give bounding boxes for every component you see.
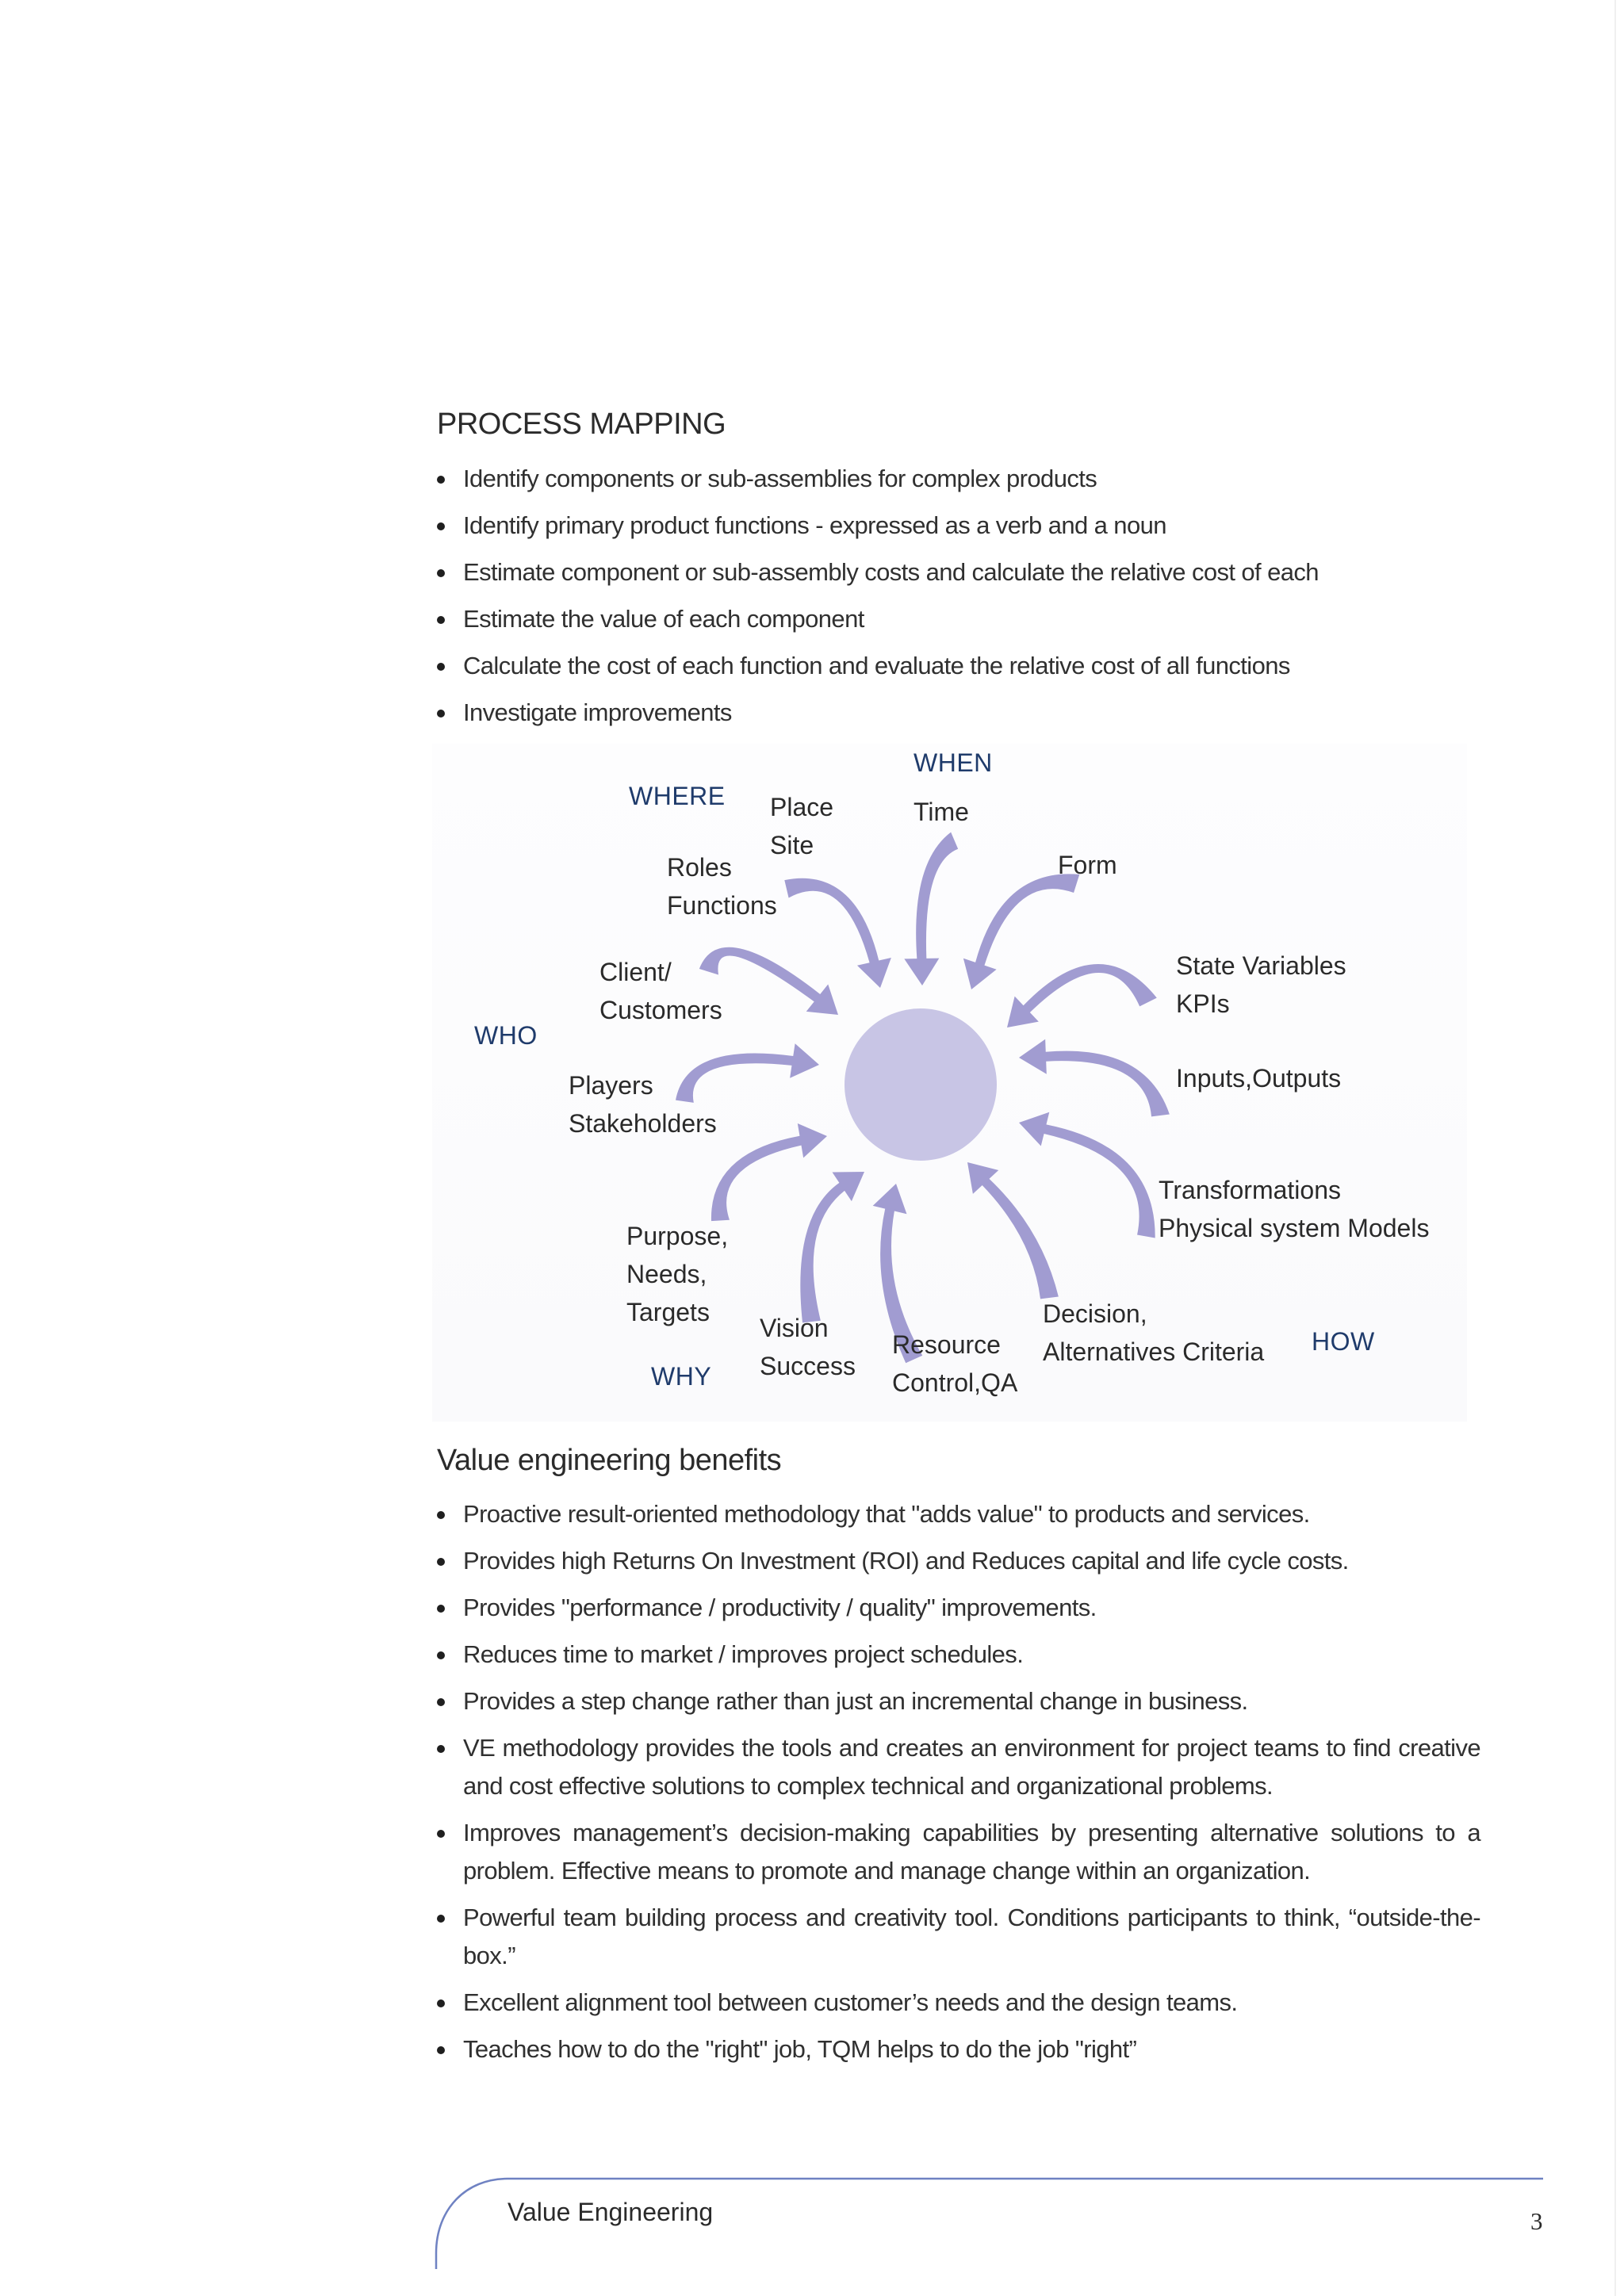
page-edge <box>1614 0 1616 2296</box>
label-line: Resource <box>892 1330 1001 1359</box>
label-state <box>1176 947 1346 1023</box>
label-line: Success <box>760 1352 856 1380</box>
list-item: Proactive result-oriented methodology that "adds value" to products and services. <box>437 1495 1480 1533</box>
diagram-arrow <box>1019 1112 1155 1238</box>
list-item: VE methodology provides the tools and creates an environment for project teams to find creative and cost effective solutions to complex technical and organizational problems. <box>437 1729 1480 1805</box>
list-item: Powerful team building process and creativity tool. Conditions participants to think, “outside-the-box.” <box>437 1899 1480 1975</box>
process-mapping-list <box>437 460 1507 740</box>
label-line: Site <box>770 831 814 859</box>
label-place <box>770 788 833 864</box>
list-item: Provides a step change rather than just an incremental change in business. <box>437 1682 1480 1720</box>
label-line: Customers <box>599 996 722 1024</box>
category-why: WHY <box>651 1362 712 1391</box>
list-item: Identify components or sub-assemblies for complex products <box>437 460 1507 498</box>
diagram-arrow <box>1019 1039 1170 1117</box>
label-line: Client/ <box>599 958 672 986</box>
label-inputs <box>1176 1059 1341 1097</box>
list-item: Reduces time to market / improves project schedules. <box>437 1636 1480 1674</box>
diagram-arrow <box>967 1162 1059 1299</box>
label-line: Roles <box>667 853 732 882</box>
label-line: Purpose, <box>626 1222 729 1250</box>
label-decision <box>1043 1295 1264 1371</box>
list-item: Teaches how to do the "right" job, TQM helps to do the job "right” <box>437 2030 1480 2068</box>
process-mapping-heading: PROCESS MAPPING <box>437 408 726 441</box>
benefits-heading: Value engineering benefits <box>437 1444 782 1477</box>
label-line: Needs, <box>626 1260 707 1288</box>
label-line: Vision <box>760 1314 829 1342</box>
label-roles <box>667 848 777 924</box>
label-line: Physical system Models <box>1159 1214 1430 1242</box>
list-item: Excellent alignment tool between customer’s needs and the design teams. <box>437 1984 1480 2022</box>
list-item: Investigate improvements <box>437 694 1507 732</box>
label-line: Form <box>1058 851 1117 879</box>
label-client <box>599 953 722 1029</box>
label-purpose <box>626 1217 728 1331</box>
label-vision <box>760 1309 856 1385</box>
diagram-arrow <box>904 832 958 985</box>
benefits-list <box>437 1495 1480 2077</box>
label-players <box>569 1066 717 1142</box>
category-where: WHERE <box>629 782 726 810</box>
label-line: Place <box>770 793 834 821</box>
diagram-arrow <box>1007 964 1157 1027</box>
center-circle <box>845 1008 997 1161</box>
list-item: Improves management’s decision-making capabilities by presenting alternative solutions to a problem. Effective means to promote and manage change within an organization. <box>437 1814 1480 1890</box>
list-item: Provides high Returns On Investment (ROI) and Reduces capital and life cycle costs. <box>437 1542 1480 1580</box>
label-line: Transformations <box>1159 1176 1341 1204</box>
list-item: Calculate the cost of each function and evaluate the relative cost of all functions <box>437 647 1507 685</box>
category-how: HOW <box>1312 1327 1375 1356</box>
label-resource <box>892 1326 1017 1402</box>
label-line: Inputs,Outputs <box>1176 1064 1342 1093</box>
list-item: Estimate component or sub-assembly costs and calculate the relative cost of each <box>437 553 1507 591</box>
label-line: Targets <box>626 1298 710 1326</box>
category-when: WHEN <box>914 748 993 777</box>
page-number: 3 <box>1530 2207 1543 2235</box>
label-line: KPIs <box>1176 989 1230 1018</box>
label-line: Functions <box>667 891 777 920</box>
label-line: Control,QA <box>892 1368 1018 1397</box>
list-item: Identify primary product functions - expressed as a verb and a noun <box>437 507 1507 545</box>
label-transformations <box>1159 1171 1429 1247</box>
label-line: Stakeholders <box>569 1109 717 1138</box>
label-line: Players <box>569 1071 653 1100</box>
category-who: WHO <box>474 1021 538 1050</box>
label-time <box>914 793 969 831</box>
diagram-arrow <box>711 1123 827 1221</box>
label-line: State Variables <box>1176 951 1346 980</box>
label-line: Alternatives Criteria <box>1043 1337 1265 1366</box>
diagram-arrow <box>800 1172 864 1322</box>
label-line: Decision, <box>1043 1299 1147 1328</box>
list-item: Estimate the value of each component <box>437 600 1507 638</box>
label-form <box>1058 846 1117 884</box>
footer-title: Value Engineering <box>508 2198 714 2226</box>
list-item: Provides "performance / productivity / quality" improvements. <box>437 1589 1480 1627</box>
label-line: Time <box>914 798 969 826</box>
diagram-arrow <box>963 874 1079 989</box>
diagram-arrow <box>784 878 891 988</box>
process-mapping-diagram <box>432 744 1467 1422</box>
